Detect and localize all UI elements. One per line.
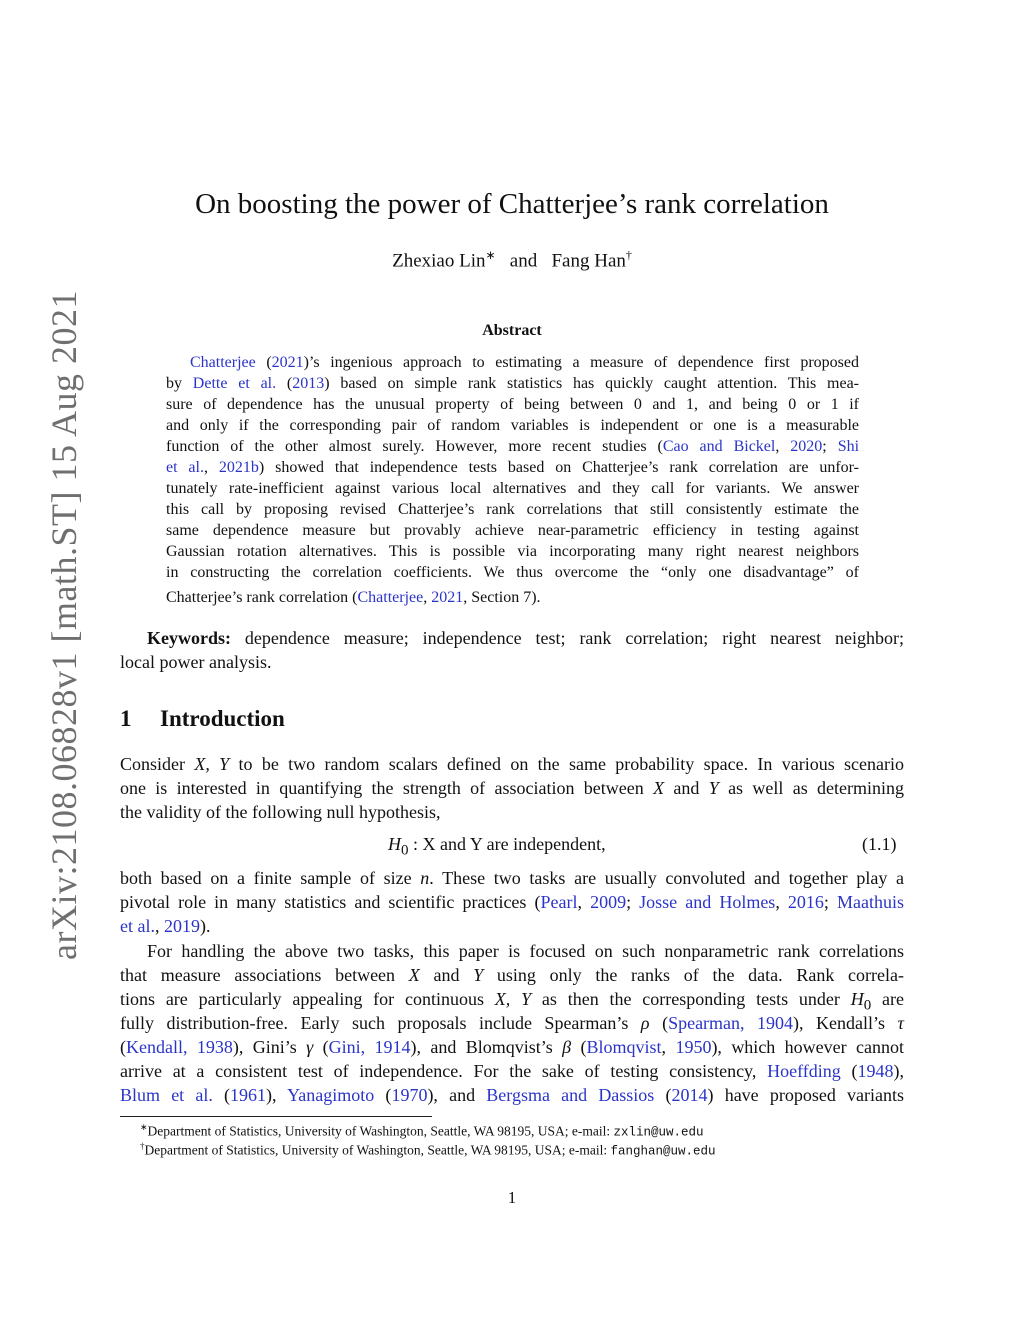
email-address[interactable]: zxlin@uw.edu	[613, 1125, 704, 1140]
arxiv-identifier: arXiv:2108.06828v1 [math.ST] 15 Aug 2021	[44, 290, 84, 960]
author-name: Zhexiao Lin	[392, 250, 486, 272]
citation-link[interactable]: 2021b	[218, 459, 259, 476]
citation-link[interactable]: Yanagimoto	[287, 1085, 375, 1105]
citation-link[interactable]: Maathuis	[837, 892, 904, 912]
body-line: et al., 2019).	[120, 916, 211, 936]
abstract-line: et al., 2021b) showed that independence tests based on Chatterjee’s rank correlation are unfor-	[166, 459, 859, 476]
section-number: 1	[120, 706, 132, 731]
citation-link[interactable]: Chatterjee	[357, 589, 424, 606]
page-number: 1	[507, 1188, 517, 1207]
body-line: both based on a finite sample of size n. These two tasks are usually convoluted and together play a	[120, 868, 904, 888]
citation-link[interactable]: Shi	[837, 438, 860, 455]
abstract-heading: Abstract	[482, 322, 542, 339]
abstract-line: and only if the corresponding pair of random variables is independent or one is a measurable	[166, 417, 859, 434]
body-line: pivotal role in many statistics and scientific practices (Pearl, 2009; Josse and Holmes, 2016; Maathuis	[120, 892, 904, 912]
author-list	[120, 248, 904, 272]
footnote: †Department of Statistics, University of Washington, Seattle, WA 98195, USA; e-mail: fanghan@uw.edu	[140, 1141, 716, 1159]
body-line: Blum et al. (1961), Yanagimoto (1970), and Bergsma and Dassios (2014) have proposed variants	[120, 1085, 905, 1105]
citation-link[interactable]: Cao and Bickel	[662, 438, 776, 455]
author-conjunction: and	[509, 250, 538, 272]
section-title: Introduction	[160, 706, 285, 731]
citation-link[interactable]: Kendall, 1938	[126, 1037, 233, 1057]
keywords-label: Keywords:	[147, 628, 231, 648]
body-line: the validity of the following null hypothesis,	[120, 802, 441, 822]
footnote-mark[interactable]: ∗	[485, 248, 496, 262]
body-line: fully distribution-free. Early such proposals include Spearman’s ρ (Spearman, 1904), Kendall’s τ	[120, 1013, 904, 1033]
footnote-mark[interactable]: †	[625, 248, 632, 262]
body-line: tions are particularly appealing for continuous X, Y as then the corresponding tests under $H_0$ are	[120, 989, 904, 1014]
citation-link[interactable]: 1948	[857, 1061, 894, 1081]
citation-link[interactable]: Blum et al.	[120, 1085, 213, 1105]
abstract-line: this call by proposing revised Chatterjee’s rank correlations that still consistently estimate the	[166, 501, 859, 518]
citation-link[interactable]: 1970	[391, 1085, 428, 1105]
citation-link[interactable]: Dette et al.	[192, 375, 277, 392]
abstract-line: in constructing the correlation coefficients. We thus overcome the “only one disadvantage” of	[166, 564, 859, 581]
citation-link[interactable]: 2014	[671, 1085, 708, 1105]
abstract-line: tunately rate-inefficient against various local alternatives and they call for variants. We answer	[166, 480, 859, 497]
citation-link[interactable]: 2021	[431, 589, 464, 606]
body-line: Consider X, Y to be two random scalars defined on the same probability space. In various scenario	[120, 754, 905, 774]
author-name: Fang Han	[551, 250, 626, 272]
abstract-line: by Dette et al. (2013) based on simple rank statistics has quickly caught attention. This mea-	[166, 375, 860, 392]
body-line: (Kendall, 1938), Gini’s γ (Gini, 1914), and Blomqvist’s β (Blomqvist, 1950), which however cannot	[120, 1037, 905, 1057]
body-line: that measure associations between X and Y using only the ranks of the data. Rank correla-	[120, 965, 904, 985]
citation-link[interactable]: Spearman, 1904	[668, 1013, 794, 1033]
keywords-line: Keywords: dependence measure; independence test; rank correlation; right nearest neighbor;	[147, 628, 904, 648]
citation-link[interactable]: 2013	[292, 375, 325, 392]
citation-link[interactable]: 2021	[271, 354, 304, 371]
citation-link[interactable]: Pearl	[540, 892, 578, 912]
citation-link[interactable]: 1961	[230, 1085, 267, 1105]
citation-link[interactable]: Chatterjee	[190, 354, 256, 371]
abstract-line: Chatterjee (2021)’s ingenious approach to estimating a measure of dependence first proposed	[190, 354, 860, 371]
citation-link[interactable]: Blomqvist	[586, 1037, 662, 1057]
footnote-rule	[120, 1116, 432, 1117]
citation-link[interactable]: 2019	[163, 916, 200, 936]
body-line: For handling the above two tasks, this paper is focused on such nonparametric rank correlations	[147, 941, 904, 961]
keywords-line: local power analysis.	[120, 652, 272, 672]
citation-link[interactable]: 2009	[590, 892, 627, 912]
body-line: arrive at a consistent test of independence. For the sake of testing consistency, Hoeffding (1948),	[120, 1061, 905, 1081]
citation-link[interactable]: 1950	[675, 1037, 712, 1057]
abstract-line: sure of dependence has the unusual property of being between 0 and 1, and being 0 or 1 if	[166, 396, 859, 413]
citation-link[interactable]: et al.	[166, 459, 204, 476]
abstract-line: function of the other almost surely. However, more recent studies (Cao and Bickel, 2020; Shi	[166, 438, 860, 455]
citation-link[interactable]: Gini, 1914	[328, 1037, 411, 1057]
abstract-line: same dependence measure but provably achieve near-parametric efficiency in testing against	[166, 522, 859, 539]
citation-link[interactable]: 2016	[787, 892, 824, 912]
paper-title: On boosting the power of Chatterjee’s rank correlation	[195, 188, 829, 220]
citation-link[interactable]: Bergsma and Dassios	[486, 1085, 655, 1105]
citation-link[interactable]: Josse and Holmes	[639, 892, 776, 912]
equation: $H_0$ : X and Y are independent,	[388, 834, 606, 859]
footnote: ∗Department of Statistics, University of Washington, Seattle, WA 98195, USA; e-mail: zxlin@uw.edu	[140, 1122, 704, 1140]
citation-link[interactable]: Hoeffding	[767, 1061, 841, 1081]
abstract-line: Gaussian rotation alternatives. This is possible via incorporating many right nearest neighbors	[166, 543, 859, 560]
abstract-line: Chatterjee’s rank correlation (Chatterjee, 2021, Section 7).	[166, 589, 541, 606]
citation-link[interactable]: et al.	[120, 916, 155, 936]
email-address[interactable]: fanghan@uw.edu	[610, 1144, 716, 1159]
body-line: one is interested in quantifying the strength of association between X and Y as well as determining	[120, 778, 904, 798]
equation-number: (1.1)	[862, 834, 897, 854]
citation-link[interactable]: 2020	[790, 438, 823, 455]
